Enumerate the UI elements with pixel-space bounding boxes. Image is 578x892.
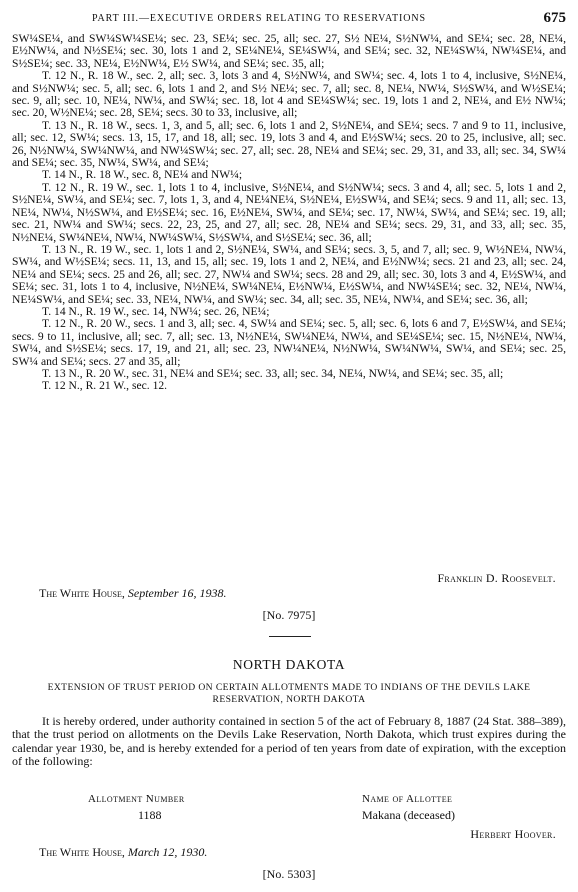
paragraph-t12-r19: T. 12 N., R. 19 W., sec. 1, lots 1 to 4, inclusive, S½NE¼, and S½NW¼; secs. 3 and 4, all; sec. 5, lots 1 and 2, S½NE¼, SW¼, and SE¼; sec. 7, lots 1, 3, and 4, NE¼NE¼, S½NE¼, E½SW¼, and SE¼; secs. 9 and 11, all; sec. 13, NE¼, NW¼, N½SW¼, and E½SE¼; sec. 16, E½NE¼, SW¼, and SE¼; sec. 17, NW¼, SW¼, and SE¼; sec. 19, all; sec. 21, NW¼ and SW¼; secs. 22, 23, 25, and 27, all; sec. 28, NE¼ and SE¼; secs. 29, 31, and 33, all; sec. 35, N½NE¼, SW¼NE¼, NW¼, NW¼SW¼, S½SW¼, and S½SE¼; sec. 36, all; xyxy=(12,180,566,244)
order1-dated-place: The White House, xyxy=(39,586,125,600)
allotment-number-header: Allotment Number xyxy=(88,793,185,805)
paragraph-t13-r20: T. 13 N., R. 20 W., sec. 31, NE¼ and SE¼; sec. 33, all; sec. 34, NE¼, NW¼, and SE¼; sec. 35, all; xyxy=(42,366,504,380)
order1-signer: Franklin D. Roosevelt. xyxy=(437,571,556,585)
order2-subtitle: EXTENSION OF TRUST PERIOD ON CERTAIN ALLOTMENTS MADE TO INDIANS OF THE DEVILS LAKE RESERVATION, NORTH DAKOTA xyxy=(47,682,531,706)
paragraph-t12-r21: T. 12 N., R. 21 W., sec. 12. xyxy=(42,379,168,393)
paragraph-t14-r18: T. 14 N., R. 18 W., sec. 8, NE¼ and NW¼; xyxy=(42,168,243,182)
page-header xyxy=(12,10,566,28)
paragraph-t12-r18: T. 12 N., R. 18 W., sec. 2, all; sec. 3, lots 3 and 4, S½NW¼, and SW¼; sec. 4, lots 1 to 4, inclusive, S½NE¼, and S½NW¼; sec. 5, all; sec. 6, lots 1 and 2, and S½ NE¼; sec. 7, all; sec. 8, NE¼, NW¼, S½SW¼, and W½SE¼; sec. 9, all; sec. 10, NE¼, NW¼, and SW¼; sec. 18, lot 4 and SE¼SW¼; sec. 19, lots 1 and 2, NE¼, and E½ NW¼; sec. 20, W½NE¼; sec. 28, SE¼; secs. 30 to 33, inclusive, all; xyxy=(12,69,566,120)
order2-signer: Herbert Hoover. xyxy=(470,827,556,841)
order2-dated-place: The White House, xyxy=(39,845,125,859)
allottee-name-header: Name of Allottee xyxy=(362,793,453,805)
order2-text: It is hereby ordered, under authority contained in section 5 of the act of February 8, 1887 (24 Stat. 388–389), that the trust period on allotments on the Devils Lake Reservation, North Dakota, which trust expires during the calendar year 1930, be, and is hereby extended for a period of ten years from date of expiration, with the exception of the following: xyxy=(12,714,566,769)
order2-number: [No. 5303] xyxy=(262,867,316,881)
order1-dated-date: September 16, 1938. xyxy=(127,586,227,600)
page-number: 675 xyxy=(543,10,566,26)
paragraph-t13-r19: T. 13 N., R. 19 W., sec. 1, lots 1 and 2, S½NE¼, SW¼, and SE¼; secs. 3, 5, and 7, all; sec. 9, W½NE¼, NW¼, SW¼, and W½SE¼; secs. 11, 13, and 15, all; sec. 19, lots 1 and 2, NE¼, and E½NW¼; secs. 21 and 23, all; sec. 24, NE¼ and SE¼; secs. 25 and 26, all; sec. 27, NW¼ and SW¼; secs. 28 and 29, all; sec. 30, lots 3 and 4, E½SW¼, and SE¼; sec. 31, lots 1 to 4, inclusive, N½NE¼, SW¼NE¼, E½NW¼, E½SW¼, and NW¼SE¼; sec. 32, NE¼, NW¼, NE¼SW¼, and SE¼; sec. 33, NE¼, NW¼, and SW¼; sec. 34, all; sec. 35, NE¼, NW¼, and SE¼; sec. 36, all; xyxy=(12,242,566,306)
order1-number: [No. 7975] xyxy=(262,608,316,622)
allottee-name-value: Makana (deceased) xyxy=(362,808,455,822)
paragraph-t12-r20: T. 12 N., R. 20 W., secs. 1 and 3, all; sec. 4, SW¼ and SE¼; sec. 5, all; sec. 6, lots 6 and 7, E½SW¼, and SE¼; secs. 9 to 11, inclusive, all; sec. 7, all; sec. 13, N½NE¼, SW¼NE¼, NW¼, and SE¼SE¼; sec. 15, N½NE¼, NW¼, SW¼, and S½SE¼; secs. 17, 19, and 21, all; sec. 23, NW¼NE¼, N½NW¼, SW¼NW¼, SW¼, and SE¼; sec. 25, SW¼ and SE¼; secs. 27 and 35, all; xyxy=(12,317,566,368)
allotment-number-value: 1188 xyxy=(138,808,162,822)
paragraph-t14-r19: T. 14 N., R. 19 W., sec. 14, NW¼; sec. 26, NE¼; xyxy=(42,304,270,318)
running-head: PART III.—EXECUTIVE ORDERS RELATING TO RESERVATIONS xyxy=(92,13,426,24)
state-title: NORTH DAKOTA xyxy=(232,657,346,672)
land-description-text xyxy=(12,33,566,393)
paragraph-t13-r18: T. 13 N., R. 18 W., secs. 1, 3, and 5, all; sec. 6, lots 1 and 2, S½NE¼, and SE¼; secs. 7 and 9 to 11, inclusive, all; sec. 12, SW¼; secs. 13, 15, 17, and 18, all; sec. 19, lots 3 and 4, and E½SW¼; secs. 20 to 25, inclusive, all; sec. 26, N½NW¼, SW¼NW¼, and NW¼SW¼; sec. 27, all; sec. 28, NE¼ and SE¼; sec. 29, 31, and 33, all; sec. 34, SW¼ and SE¼; sec. 35, NW¼, SW¼, and SE¼; xyxy=(12,118,566,170)
section-divider xyxy=(269,636,311,637)
paragraph-continuation: SW¼SE¼, and SW¼SW¼SE¼; sec. 23, SE¼; sec. 25, all; sec. 27, S½ NE¼, S½NW¼, and SE¼; sec. 28, NE¼, E½NW¼, and N½SE¼; sec. 30, lots 1 and 2, SE¼NE¼, SE¼SW¼, and SE¼; sec. 32, NE¼SW¼, NW¼SE¼, and S½SE¼; sec. 33, NE¼, E½NW¼, E½ SW¼, and SE¼; sec. 35, all; xyxy=(12,32,566,70)
order2-dated-date: March 12, 1930. xyxy=(127,845,208,859)
